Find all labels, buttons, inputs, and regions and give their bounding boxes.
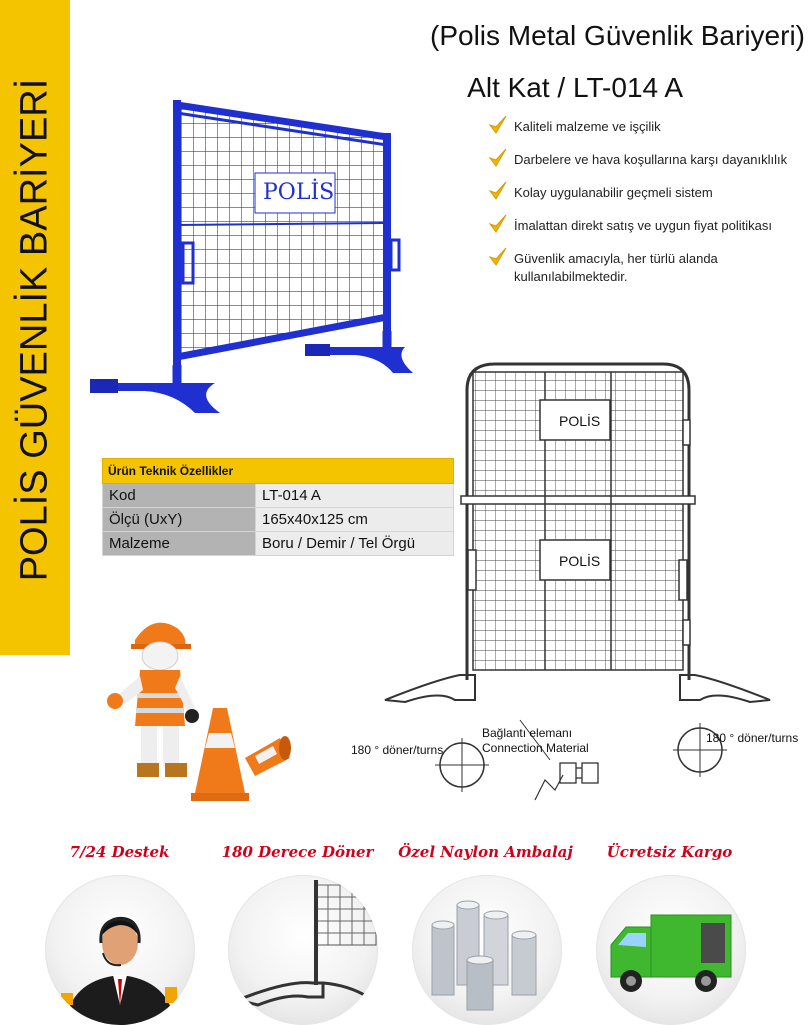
spec-value: Boru / Demir / Tel Örgü xyxy=(256,532,454,556)
feature-item xyxy=(488,184,808,202)
drawing-sign-bottom: POLİS xyxy=(559,553,601,569)
feature-text: Kolay uygulanabilir geçmeli sistem xyxy=(514,185,713,200)
feature-list xyxy=(488,118,808,301)
turn-label-right: 180 ° döner/turns xyxy=(706,731,799,745)
spec-value: LT-014 A xyxy=(256,484,454,508)
spec-label: Kod xyxy=(103,484,256,508)
packaging-badge xyxy=(412,875,562,1025)
spec-value: 165x40x125 cm xyxy=(256,508,454,532)
badge-label-rotate: 180 Derece Döner xyxy=(221,843,374,861)
spec-label: Ölçü (UxY) xyxy=(103,508,256,532)
worker-with-cones-illustration xyxy=(95,608,295,818)
feature-item xyxy=(488,250,808,286)
barrier-sign-label: POLİS xyxy=(263,180,335,205)
feature-text: Kaliteli malzeme ve işçilik xyxy=(514,119,661,134)
rotate-badge xyxy=(228,875,378,1025)
connection-label-en: Connection Material xyxy=(482,741,589,755)
spec-label: Malzeme xyxy=(103,532,256,556)
spec-table-heading: Ürün Teknik Özellikler xyxy=(103,459,454,484)
feature-text: Güvenlik amacıyla, her türlü alanda kullanılabilmektedir. xyxy=(514,251,718,284)
badge-label-shipping: Ücretsiz Kargo xyxy=(606,843,733,861)
support-agent-icon xyxy=(45,875,195,1025)
nylon-rolls-icon xyxy=(412,875,562,1025)
page-title: (Polis Metal Güvenlik Bariyeri) xyxy=(430,20,805,51)
connection-label-tr: Bağlantı elemanı xyxy=(482,726,573,740)
badge-label-support: 7/24 Destek xyxy=(69,843,170,861)
side-title: POLİS GÜVENLİK BARİYERİ xyxy=(13,78,56,582)
check-icon xyxy=(488,213,508,235)
delivery-truck-icon xyxy=(596,875,746,1025)
turn-label-left: 180 ° döner/turns xyxy=(351,743,444,757)
feature-item xyxy=(488,151,808,169)
check-icon xyxy=(488,147,508,169)
feature-text: İmalattan direkt satış ve uygun fiyat politikası xyxy=(514,218,772,233)
support-badge xyxy=(45,875,195,1025)
feature-item xyxy=(488,118,808,136)
feature-text: Darbelere ve hava koşullarına karşı dayanıklılık xyxy=(514,152,788,167)
check-icon xyxy=(488,114,508,136)
badge-label-packaging: Özel Naylon Ambalaj xyxy=(398,843,573,861)
feature-item xyxy=(488,217,808,235)
rotating-foot-icon xyxy=(228,875,378,1025)
check-icon xyxy=(488,246,508,268)
shipping-badge xyxy=(596,875,746,1025)
check-icon xyxy=(488,180,508,202)
page-subtitle: Alt Kat / LT-014 A xyxy=(467,72,683,103)
drawing-sign-top: POLİS xyxy=(559,413,601,429)
